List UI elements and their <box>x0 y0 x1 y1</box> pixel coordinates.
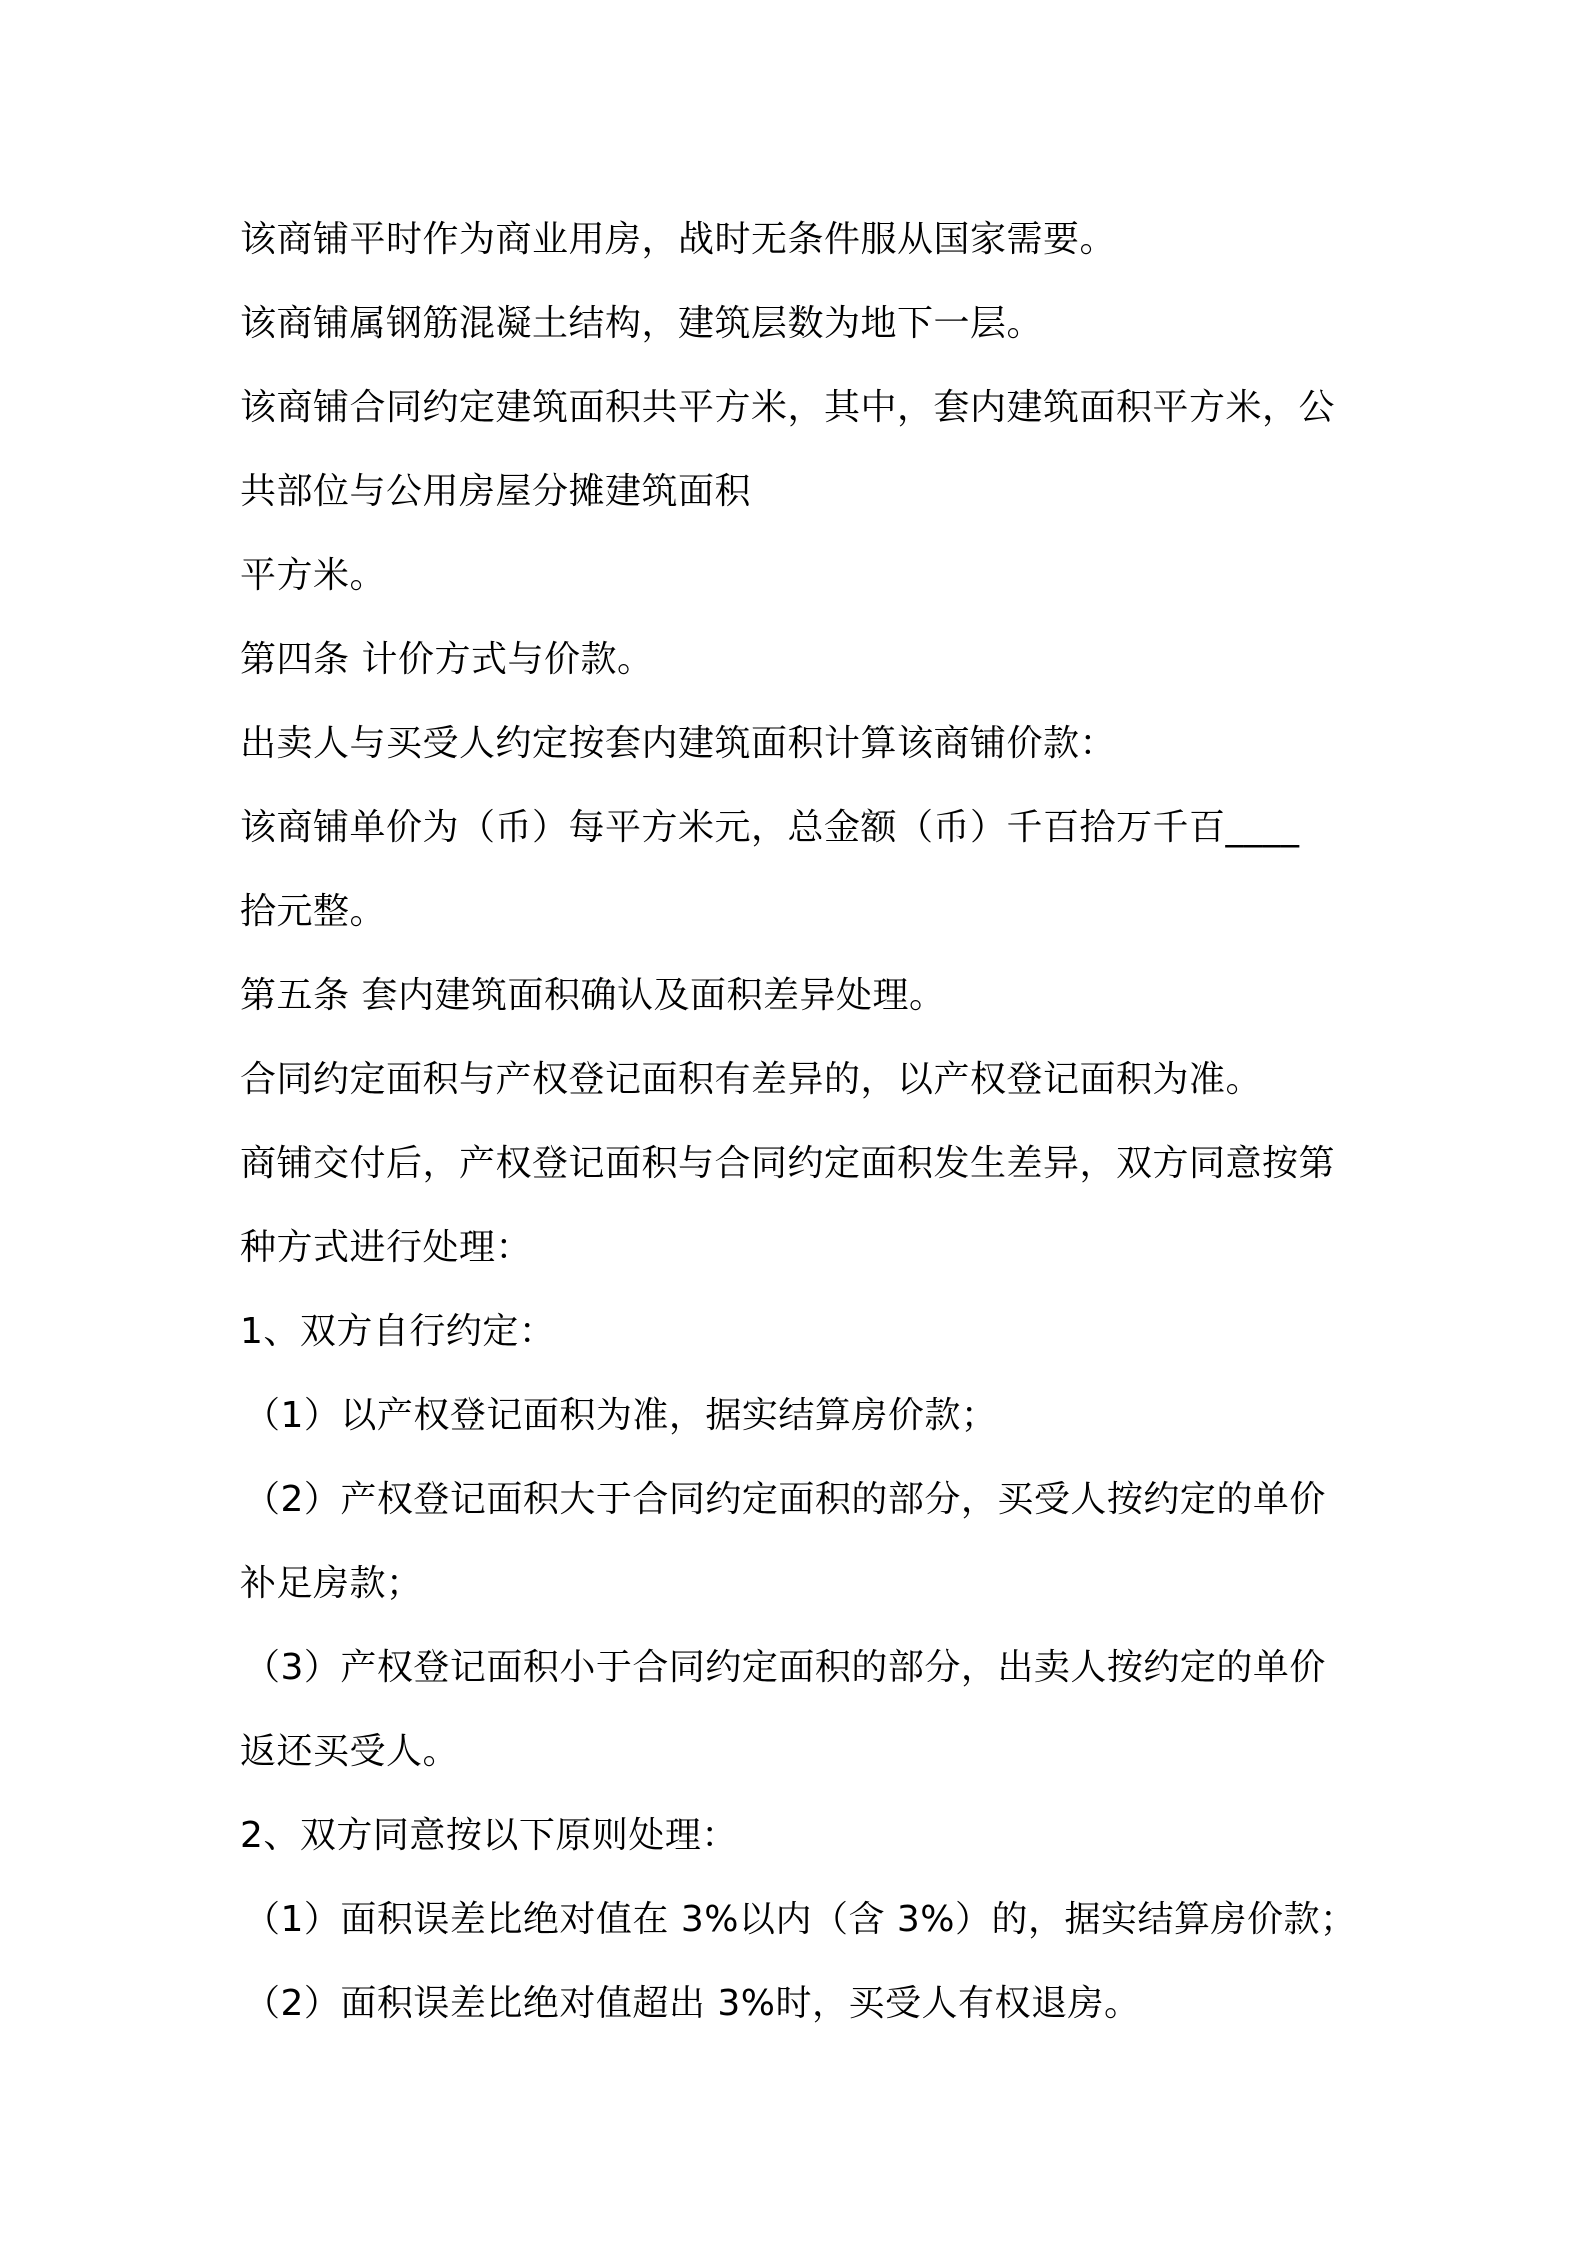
article-heading: 第五条 套内建筑面积确认及面积差异处理。 <box>240 975 946 1016</box>
list-subitem: （1）面积误差比绝对值在 3%以内（含 3%）的，据实结算房价款； <box>244 1899 1357 1940</box>
list-item: 1、双方自行约定： <box>240 1311 556 1352</box>
text-line: 该商铺平时作为商业用房，战时无条件服从国家需要。 <box>240 219 1117 260</box>
text-line: 该商铺属钢筋混凝土结构，建筑层数为地下一层。 <box>240 303 1044 344</box>
document-body <box>240 198 1360 2046</box>
list-item: 2、双方同意按以下原则处理： <box>240 1815 738 1856</box>
list-subitem: （3）产权登记面积小于合同约定面积的部分，出卖人按约定的单价 <box>244 1647 1326 1688</box>
text-line: 平方米。 <box>240 555 387 596</box>
text-line: 该商铺合同约定建筑面积共平方米，其中，套内建筑面积平方米，公 <box>240 387 1336 428</box>
text-line: 补足房款； <box>240 1563 423 1604</box>
text-line: 合同约定面积与产权登记面积有差异的，以产权登记面积为准。 <box>240 1059 1263 1100</box>
list-subitem: （2）面积误差比绝对值超出 3%时，买受人有权退房。 <box>244 1983 1141 2024</box>
text-line: 该商铺单价为（币）每平方米元，总金额（币）千百拾万千百____ <box>240 807 1300 848</box>
text-line: 出卖人与买受人约定按套内建筑面积计算该商铺价款： <box>240 723 1117 764</box>
text-line: 拾元整。 <box>240 891 387 932</box>
list-subitem: （2）产权登记面积大于合同约定面积的部分，买受人按约定的单价 <box>244 1479 1326 1520</box>
text-line: 商铺交付后，产权登记面积与合同约定面积发生差异，双方同意按第 <box>240 1143 1336 1184</box>
list-subitem: （1）以产权登记面积为准，据实结算房价款； <box>244 1395 998 1436</box>
text-line: 共部位与公用房屋分摊建筑面积 <box>240 471 752 512</box>
text-line: 返还买受人。 <box>240 1731 460 1772</box>
article-heading: 第四条 计价方式与价款。 <box>240 639 654 680</box>
text-line: 种方式进行处理： <box>240 1227 533 1268</box>
